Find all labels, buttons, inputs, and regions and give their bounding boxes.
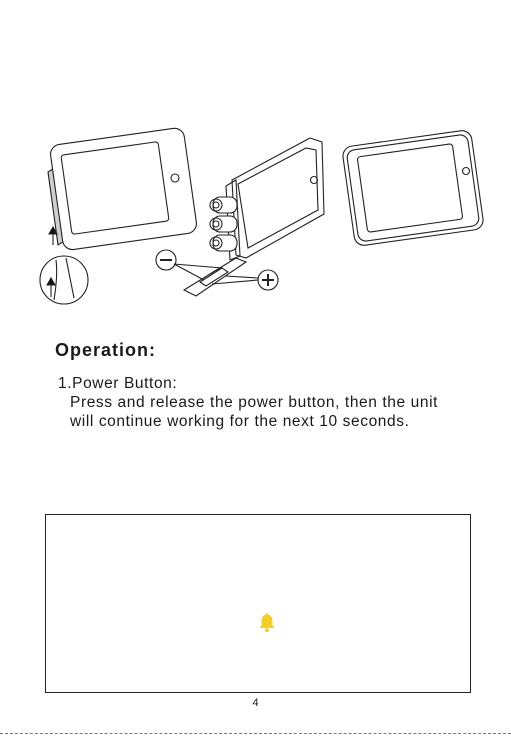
power-button-instruction	[58, 374, 438, 431]
bell-icon	[258, 613, 276, 633]
device-battery-illustration	[0, 100, 511, 310]
item-desc-line1: Press and release the power button, then the unit	[70, 394, 439, 411]
operation-heading: Operation:	[55, 340, 157, 360]
page-number: 4	[252, 697, 259, 709]
screen-display-box	[45, 514, 471, 693]
device-right	[342, 129, 485, 246]
detail-zoom-circle	[40, 256, 88, 304]
device-middle	[226, 138, 324, 260]
item-desc-line2: will continue working for the next 10 seconds.	[70, 413, 410, 430]
device-left	[48, 127, 198, 251]
item-title: 1.Power Button:	[58, 375, 178, 392]
page-edge-divider	[0, 733, 511, 734]
battery-icons	[210, 197, 237, 251]
